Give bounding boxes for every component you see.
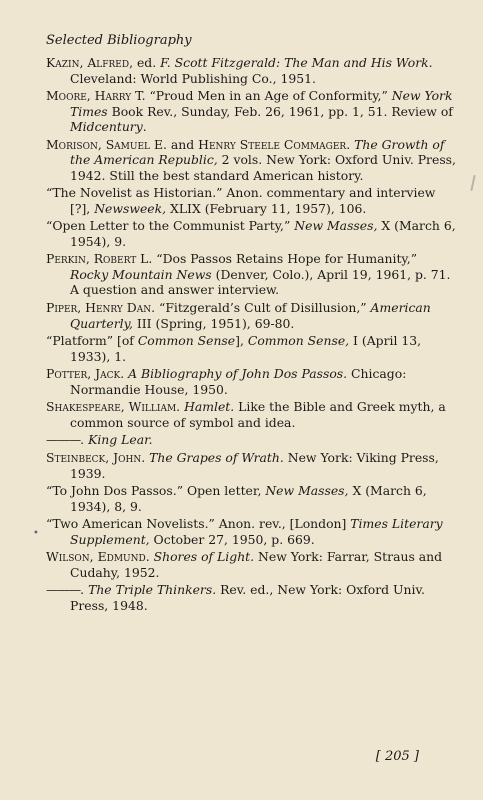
entry-text: .	[145, 549, 154, 565]
author-name: Potter, Jack	[46, 366, 121, 382]
bibliography-entry	[46, 582, 458, 613]
bibliography-entry	[46, 483, 458, 514]
work-title: Common Sense	[137, 333, 236, 349]
work-title: Midcentury	[70, 119, 143, 135]
entry-text: X (March 6, 1934), 8, 9.	[70, 483, 427, 514]
work-title: Shores of Light.	[153, 549, 255, 565]
bibliography-entry	[46, 137, 458, 184]
entry-text: E. and	[150, 136, 199, 152]
work-title: Times Literary Supplement,	[70, 516, 443, 547]
author-name: Wilson, Edmund	[46, 549, 146, 565]
bibliography-entry	[46, 399, 458, 430]
bibliography-entry	[46, 432, 458, 448]
bibliography-entry	[46, 333, 458, 364]
entry-text: New York: Farrar, Straus and Cudahy, 1952.	[70, 549, 443, 580]
bibliography-entry	[46, 450, 458, 481]
work-title: Common Sense,	[247, 333, 350, 349]
entry-text: “Platform” [of	[46, 333, 138, 349]
entry-text: III (Spring, 1951), 69-80.	[132, 315, 295, 331]
bibliography-entry	[46, 251, 458, 298]
entry-text: Book Rev., Sunday, Feb. 26, 1961, pp. 1, 51. Review of	[107, 103, 453, 119]
running-head: Selected Bibliography	[46, 33, 192, 48]
ditto-dash: ———	[46, 582, 81, 598]
entry-text: I (April 13, 1933), 1.	[70, 333, 422, 364]
bibliography-entry	[46, 300, 458, 331]
entry-text: X (March 6, 1954), 9.	[70, 218, 456, 249]
entry-text: “The Novelist as Historian.” Anon. commentary and interview [?],	[46, 185, 436, 216]
work-title: The Growth of the American Republic,	[70, 136, 445, 168]
work-title: New Masses,	[265, 483, 349, 499]
entry-text: .	[176, 399, 185, 415]
entry-text: .	[80, 582, 89, 598]
bibliography-entry	[46, 549, 458, 580]
bleed-through-mark	[470, 175, 475, 191]
work-title: F. Scott Fitzgerald: The Man and His Work.	[160, 55, 433, 70]
page-number: [ 205 ]	[375, 749, 419, 764]
entry-text: “Two American Novelists.” Anon. rev., [London]	[46, 516, 351, 532]
work-title: A Bibliography of John Dos Passos.	[128, 366, 348, 382]
margin-mark: •	[33, 528, 39, 539]
entry-text: Chicago: Normandie House, 1950.	[70, 366, 407, 397]
entry-text: “Open Letter to the Communist Party,”	[46, 218, 295, 234]
entry-text: “To John Dos Passos.” Open letter,	[46, 483, 266, 499]
bibliography-entry	[46, 366, 458, 397]
entry-text: October 27, 1950, p. 669.	[149, 531, 315, 547]
entry-text: Cleveland: World Publishing Co., 1951.	[70, 70, 316, 86]
entry-text: .	[346, 136, 355, 152]
work-title: Newsweek,	[94, 200, 167, 216]
entry-text: XLIX (February 11, 1957), 106.	[166, 200, 367, 216]
entry-text: Rev. ed., New York: Oxford Univ. Press, 1948.	[70, 582, 425, 613]
entry-text: . “Fitzgerald’s Cult of Disillusion,”	[151, 300, 371, 316]
work-title: King Lear.	[88, 432, 153, 448]
entry-text: 2 vols. New York: Oxford Univ. Press, 1942. Still the best standard American history.	[70, 152, 456, 183]
bibliography-list	[46, 55, 458, 616]
work-title: New Masses,	[294, 218, 378, 234]
entry-text: Like the Bible and Greek myth, a common source of symbol and idea.	[70, 399, 446, 430]
entry-text: L. “Dos Passos Retains Hope for Humanity,”	[136, 251, 418, 267]
author-name: Morison, Samuel	[46, 136, 151, 152]
author-name: Shakespeare, William	[46, 399, 177, 415]
work-title: American Quarterly,	[70, 300, 431, 331]
entry-text: ],	[235, 333, 248, 349]
entry-text: .	[142, 119, 147, 135]
work-title: Hamlet.	[184, 399, 235, 415]
entry-text: .	[120, 366, 129, 382]
entry-text: , ed.	[129, 55, 161, 70]
ditto-dash: ———	[46, 432, 81, 448]
entry-text: .	[80, 432, 89, 448]
author-name: Moore, Harry	[46, 88, 132, 104]
entry-text: .	[141, 450, 150, 466]
bibliography-entry	[46, 516, 458, 547]
work-title: New York Times	[70, 88, 453, 119]
author-name: Perkin, Robert	[46, 251, 137, 267]
work-title: Rocky Mountain News	[70, 266, 212, 282]
entry-text: (Denver, Colo.), April 19, 1961, p. 71. A question and answer interview.	[70, 266, 451, 298]
author-name: Henry Steele Commager	[198, 136, 347, 152]
entry-text: New York: Viking Press, 1939.	[70, 450, 439, 481]
work-title: The Grapes of Wrath.	[149, 450, 284, 466]
entry-text: T. “Proud Men in an Age of Conformity,”	[131, 88, 392, 104]
author-name: Kazin, Alfred	[46, 55, 130, 70]
author-name: Piper, Henry Dan	[46, 300, 152, 316]
work-title: The Triple Thinkers.	[88, 582, 217, 598]
bibliography-entry	[46, 185, 458, 216]
bibliography-entry	[46, 88, 458, 135]
bibliography-entry	[46, 218, 458, 249]
bibliography-entry	[46, 55, 458, 86]
author-name: Steinbeck, John	[46, 450, 142, 466]
